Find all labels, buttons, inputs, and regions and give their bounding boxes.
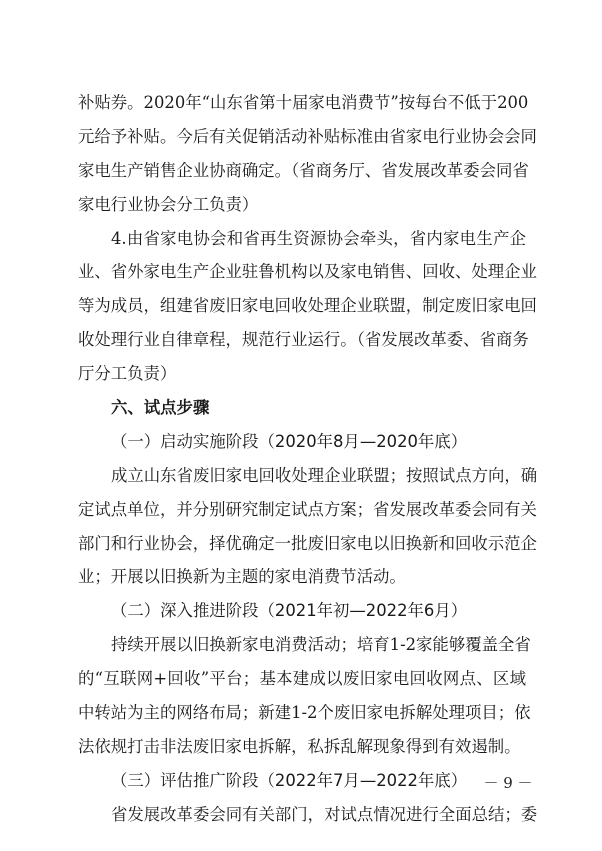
subsection-heading: （三）评估推广阶段（2022年7月—2022年底）	[111, 770, 468, 790]
paragraph-start-line: 成立山东省废旧家电回收处理企业联盟；按照试点方向，确	[111, 465, 538, 485]
section-heading: 六、试点步骤	[111, 398, 210, 418]
subsection-heading: （一）启动实施阶段（2020年8月—2020年底）	[111, 431, 468, 451]
paragraph-start-line: 持续开展以旧换新家电消费活动；培育1-2家能够覆盖全省	[111, 635, 531, 655]
text-line: 业、省外家电生产企业驻鲁机构以及家电销售、回收、处理企业	[78, 262, 537, 282]
page-number: － 9 －	[483, 774, 533, 792]
subsection-heading: （二）深入推进阶段（2021年初—2022年6月）	[111, 601, 468, 621]
text-line: 厅分工负责）	[78, 364, 177, 384]
text-line: 中转站为主的网络布局；新建1-2个废旧家电拆解处理项目；依	[78, 703, 531, 723]
body-text	[78, 86, 538, 832]
paragraph-start-line: 4.由省家电协会和省再生资源协会牵头，省内家电生产企	[111, 228, 526, 248]
text-line: 补贴券。2020年“山东省第十届家电消费节”按每台不低于200	[78, 93, 529, 112]
text-line: 的“互联网+回收”平台；基本建成以废旧家电回收网点、区域	[78, 669, 526, 689]
text-line: 部门和行业协会，择优确定一批废旧家电以旧换新和回收示范企	[78, 533, 537, 553]
text-line: 法依规打击非法废旧家电拆解，私拆乱解现象得到有效遏制。	[78, 736, 521, 756]
text-line: 等为成员，组建省废旧家电回收处理企业联盟，制定废旧家电回	[78, 296, 537, 316]
text-line: 定试点单位，并分别研究制定试点方案；省发展改革委会同有关	[78, 499, 537, 519]
text-line: 收处理行业自律章程，规范行业运行。（省发展改革委、省商务	[78, 330, 529, 350]
text-line: 家电生产销售企业协商确定。（省商务厅、省发展改革委会同省	[78, 160, 529, 180]
text-line: 家电行业协会分工负责）	[78, 194, 259, 214]
text-line: 业；开展以旧换新为主题的家电消费节活动。	[78, 567, 406, 587]
paragraph-start-line: 省发展改革委会同有关部门，对试点情况进行全面总结；委	[111, 804, 538, 824]
text-line: 元给予补贴。今后有关促销活动补贴标准由省家电行业协会会同	[78, 126, 537, 146]
